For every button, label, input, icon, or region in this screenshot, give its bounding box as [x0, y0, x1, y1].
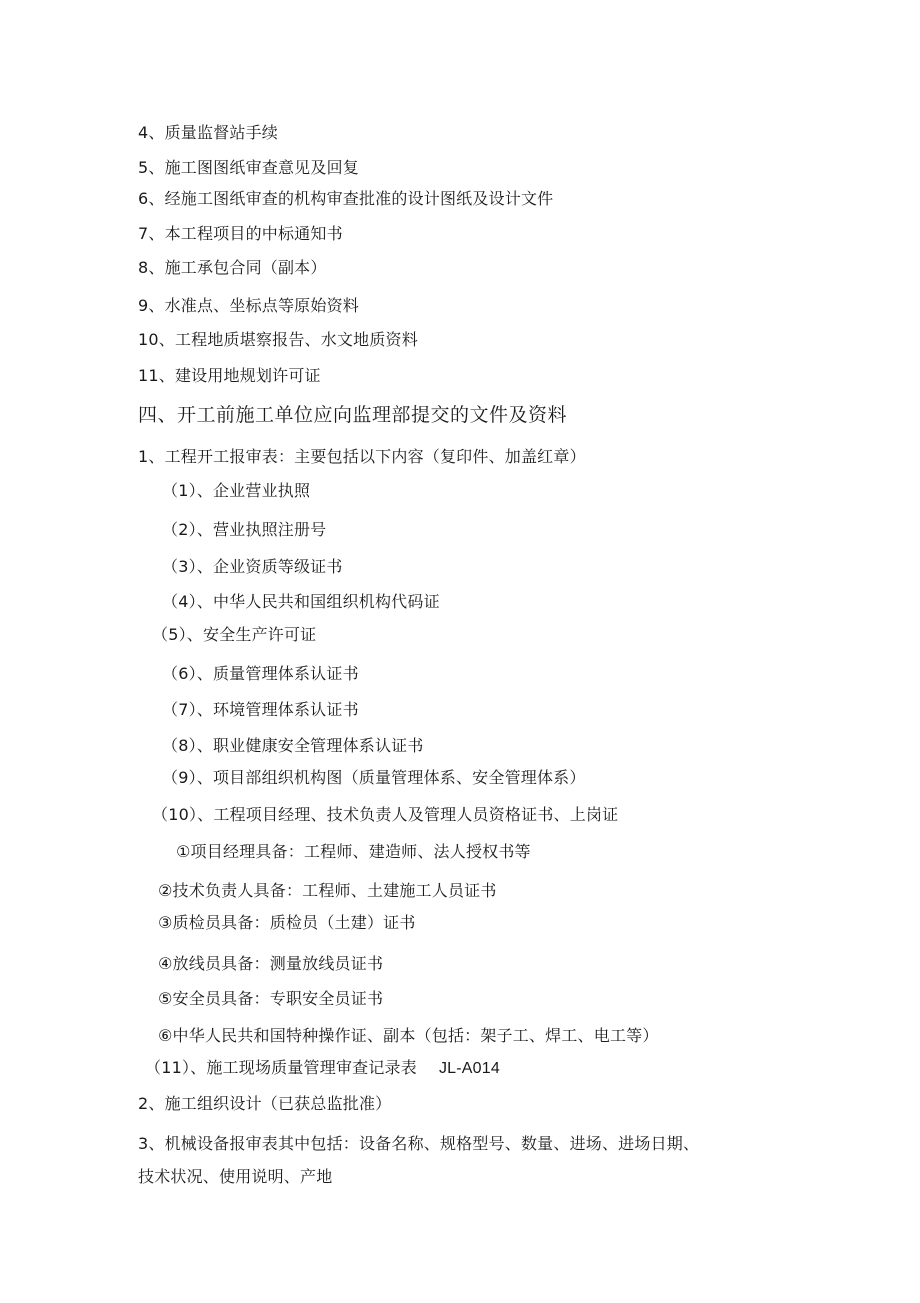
sub-item: （2）、营业执照注册号 — [162, 520, 327, 539]
sub-item: （9）、项目部组织机构图（质量管理体系、安全管理体系） — [162, 768, 586, 787]
sub-item: （5）、安全生产许可证 — [152, 625, 317, 644]
circled-item: ⑥中华人民共和国特种操作证、副本（包括：架子工、焊工、电工等） — [158, 1026, 659, 1045]
sub-item: （3）、企业资质等级证书 — [162, 557, 343, 576]
sub-item: （4）、中华人民共和国组织机构代码证 — [162, 592, 440, 611]
sub-item-text: （11）、施工现场质量管理审查记录表 — [145, 1058, 417, 1077]
list-item: 9、水准点、坐标点等原始资料 — [138, 296, 359, 315]
form-code: JL-A014 — [438, 1060, 500, 1077]
circled-item: ④放线员具备：测量放线员证书 — [158, 954, 384, 973]
sub-item: （1）、企业营业执照 — [162, 481, 311, 500]
list-item: 11、建设用地规划许可证 — [138, 366, 321, 385]
list-item: 5、施工图图纸审查意见及回复 — [138, 158, 359, 177]
sub-item: （7）、环境管理体系认证书 — [162, 700, 359, 719]
list-item: 2、施工组织设计（已获总监批准） — [138, 1094, 392, 1113]
list-item: 3、机械设备报审表其中包括：设备名称、规格型号、数量、进场、进场日期、 — [138, 1134, 700, 1153]
section-heading: 四、开工前施工单位应向监理部提交的文件及资料 — [138, 404, 568, 426]
list-item: 10、工程地质堪察报告、水文地质资料 — [138, 330, 418, 349]
circled-item: ③质检员具备：质检员（土建）证书 — [158, 913, 416, 932]
list-item: 4、质量监督站手续 — [138, 123, 278, 142]
list-item: 6、经施工图纸审查的机构审查批准的设计图纸及设计文件 — [138, 189, 554, 208]
sub-item: （10）、工程项目经理、技术负责人及管理人员资格证书、上岗证 — [152, 805, 619, 824]
sub-item: （8）、职业健康安全管理体系认证书 — [162, 736, 424, 755]
sub-item: （6）、质量管理体系认证书 — [162, 664, 359, 683]
circled-item: ①项目经理具备：工程师、建造师、法人授权书等 — [176, 842, 531, 861]
list-item: 8、施工承包合同（副本） — [138, 258, 327, 277]
sub-item — [145, 1058, 500, 1079]
list-item: 7、本工程项目的中标通知书 — [138, 224, 343, 243]
circled-item: ⑤安全员具备：专职安全员证书 — [158, 989, 384, 1008]
circled-item: ②技术负责人具备：工程师、土建施工人员证书 — [158, 881, 497, 900]
list-item: 1、工程开工报审表：主要包括以下内容（复印件、加盖红章） — [138, 447, 586, 466]
list-item-continuation: 技术状况、使用说明、产地 — [138, 1167, 333, 1186]
